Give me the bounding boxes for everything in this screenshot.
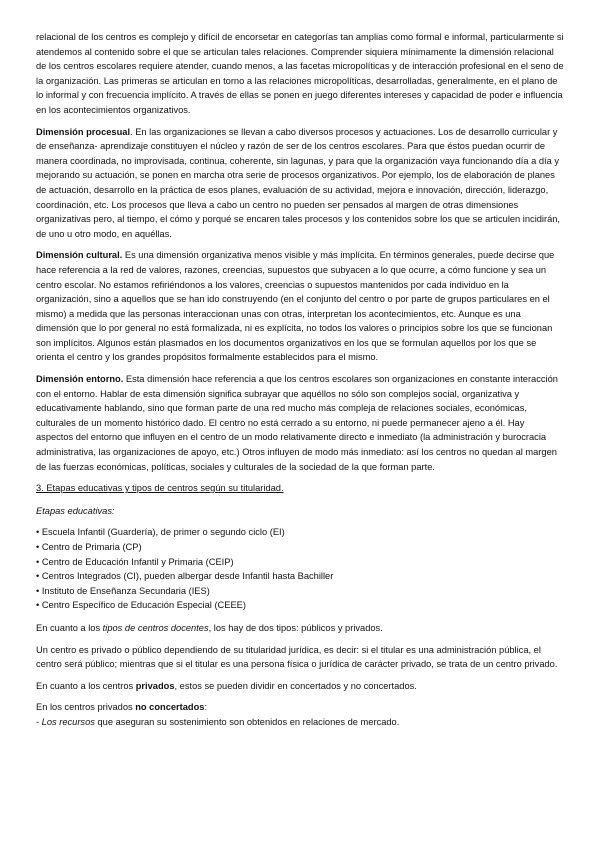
procesual-text: . En las organizaciones se llevan a cabo diversos procesos y actuaciones. Los de desarrollo curricular y de enseñanza- aprendizaje constituyen el núcleo y razón de ser de los centros escolares. Para que éstos puedan ocurrir de manera coordinada, no improvisada, continua, coherente, sin lagunas, y para que la organización vaya funcionando día a día y mejorando su actuación, se ponen en marcha otra serie de procesos organizativos. Por ejemplo, los de elaboración de planes de actuación, desarrollo en la práctica de esos planes, evaluación de su actividad, mejora e innovación, dirección, liderazgo, coordinación, etc. Los procesos que lleva a cabo un centro no pueden ser pensados al margen de otras dimensiones organizativas pero, al tiempo, el cómo y porqué se encaren tales procesos y los contenidos sobre los que se articulen incidirán, de uno u otro modo, en aquéllas. — [36, 126, 561, 239]
no-concertados-paragraph — [36, 700, 564, 715]
list-item: • Centro de Primaria (CP) — [36, 542, 142, 552]
publico-privado-paragraph: Un centro es privado o público dependiendo de su titularidad jurídica, es decir: si el titular es una administración pública, el centro será público; mientras que si el titular es una persona física o jurídica de carácter privado, se trata de un centro privado. — [36, 644, 558, 670]
no-concertados-bold: no concertados — [135, 702, 205, 713]
privados-before: En cuanto a los centros — [36, 680, 136, 691]
entorno-text: Esta dimensión hace referencia a que los centros escolares son organizaciones en constante interacción con el entorno. Hablar de esta dimensión significa subrayar que aquéllos no sólo son complejos social, organizativa y educativamente hablando, sino que forman parte de una red mucho más compleja de relaciones sociales, económicas, culturales de un momento histórico dado. El centro no está cerrado a su entorno, ni puede permanecer ajeno a él. Hay aspectos del entorno que influyen en el centro de un modo relativamente directo e inmediato (la administración y burocracia administrativa, las organizaciones de apoyo, etc.) Otros influyen de modo más inmediato: así los centros no quedan al margen de las fuerzas económicas, políticas, sociales y culturales de la sociedad de la que forman parte. — [36, 374, 558, 472]
tipos-paragraph — [36, 621, 564, 636]
list-item: • Instituto de Enseñanza Secundaria (IES) — [36, 585, 210, 596]
recursos-paragraph — [36, 715, 564, 730]
privados-bold: privados — [135, 680, 175, 691]
list-item: • Escuela Infantil (Guardería), de primer o segundo ciclo (EI) — [36, 527, 285, 538]
list-item: • Centro Específico de Educación Especial (CEEE) — [36, 600, 246, 611]
cultural-term: Dimensión cultural. — [36, 250, 123, 261]
privados-after: , estos se pueden dividir en concertados y no concertados. — [174, 680, 417, 691]
no-concertados-after: : — [204, 702, 208, 713]
procesual-paragraph — [36, 125, 564, 242]
procesual-term: Dimensión procesual — [36, 126, 131, 137]
entorno-paragraph — [36, 372, 564, 474]
cultural-paragraph — [36, 248, 564, 365]
page-body — [36, 30, 564, 737]
list-item: • Centros Integrados (CI), pueden albergar desde Infantil hasta Bachiller — [36, 571, 334, 582]
entorno-term: Dimensión entorno. — [36, 374, 124, 385]
etapas-label: Etapas educativas: — [36, 505, 115, 516]
tipos-after: , los hay de dos tipos: públicos y privados. — [208, 622, 383, 633]
recursos-italic: - Los recursos — [36, 716, 95, 727]
cultural-text: Es una dimensión organizativa menos visible y más implícita. En términos generales, puede decirse que hace referencia a la red de valores, razones, creencias, supuestos que subyacen a lo que ocurre, a cómo funcione y sea un centro escolar. No estamos refiriéndonos a los valores, creencias o supuestos mantenidos por cada individuo en la organización, sino a aquellos que se han ido construyendo (en el conjunto del centro o por parte de grupos particulares en el mismo) a medida que las personas interaccionan unas con otras, interpretan los acontecimientos, etc. Aunque es una dimensión que lo por general no está formalizada, ni es explícita, no todos los valores o principios sobre los que se funcionan son implícitos. Algunos están plasmados en los documentos organizativos en los que se formulan aquellos por los que se orienta el centro y los grandes propósitos formalmente establecidos para el mismo. — [36, 250, 555, 363]
tipos-italic: tipos de centros docentes — [102, 622, 209, 633]
intro-paragraph: relacional de los centros es complejo y difícil de encorsetar en categorías tan amplias como formal e informal, particularmente si atendemos al contenido sobre el que se articulan tales relaciones. Comprender siquiera mínimamente la dimensión relacional de los centros escolares requiere atender, cuando menos, a las facetas micropolíticas y de interacción profesional en el seno de la organización. Las primeras se articulan en torno a las relaciones micropolíticas, desarrolladas, generalmente, en el plano de lo informal y con frecuencia implícito. A través de ellas se ponen en juego diferentes intereses y capacidad de poder e influencia en los acontecimientos organizativos. — [36, 32, 564, 115]
recursos-after: que aseguran su sostenimiento son obtenidos en relaciones de mercado. — [94, 716, 400, 727]
tipos-before: En cuanto a los — [36, 622, 103, 633]
section-heading: 3. Etapas educativas y tipos de centros según su titularidad. — [36, 483, 284, 494]
no-concertados-before: En los centros privados — [36, 702, 136, 713]
etapas-list — [36, 525, 564, 613]
list-item: • Centro de Educación Infantil y Primaria (CEIP) — [36, 556, 234, 567]
privados-paragraph — [36, 679, 564, 694]
